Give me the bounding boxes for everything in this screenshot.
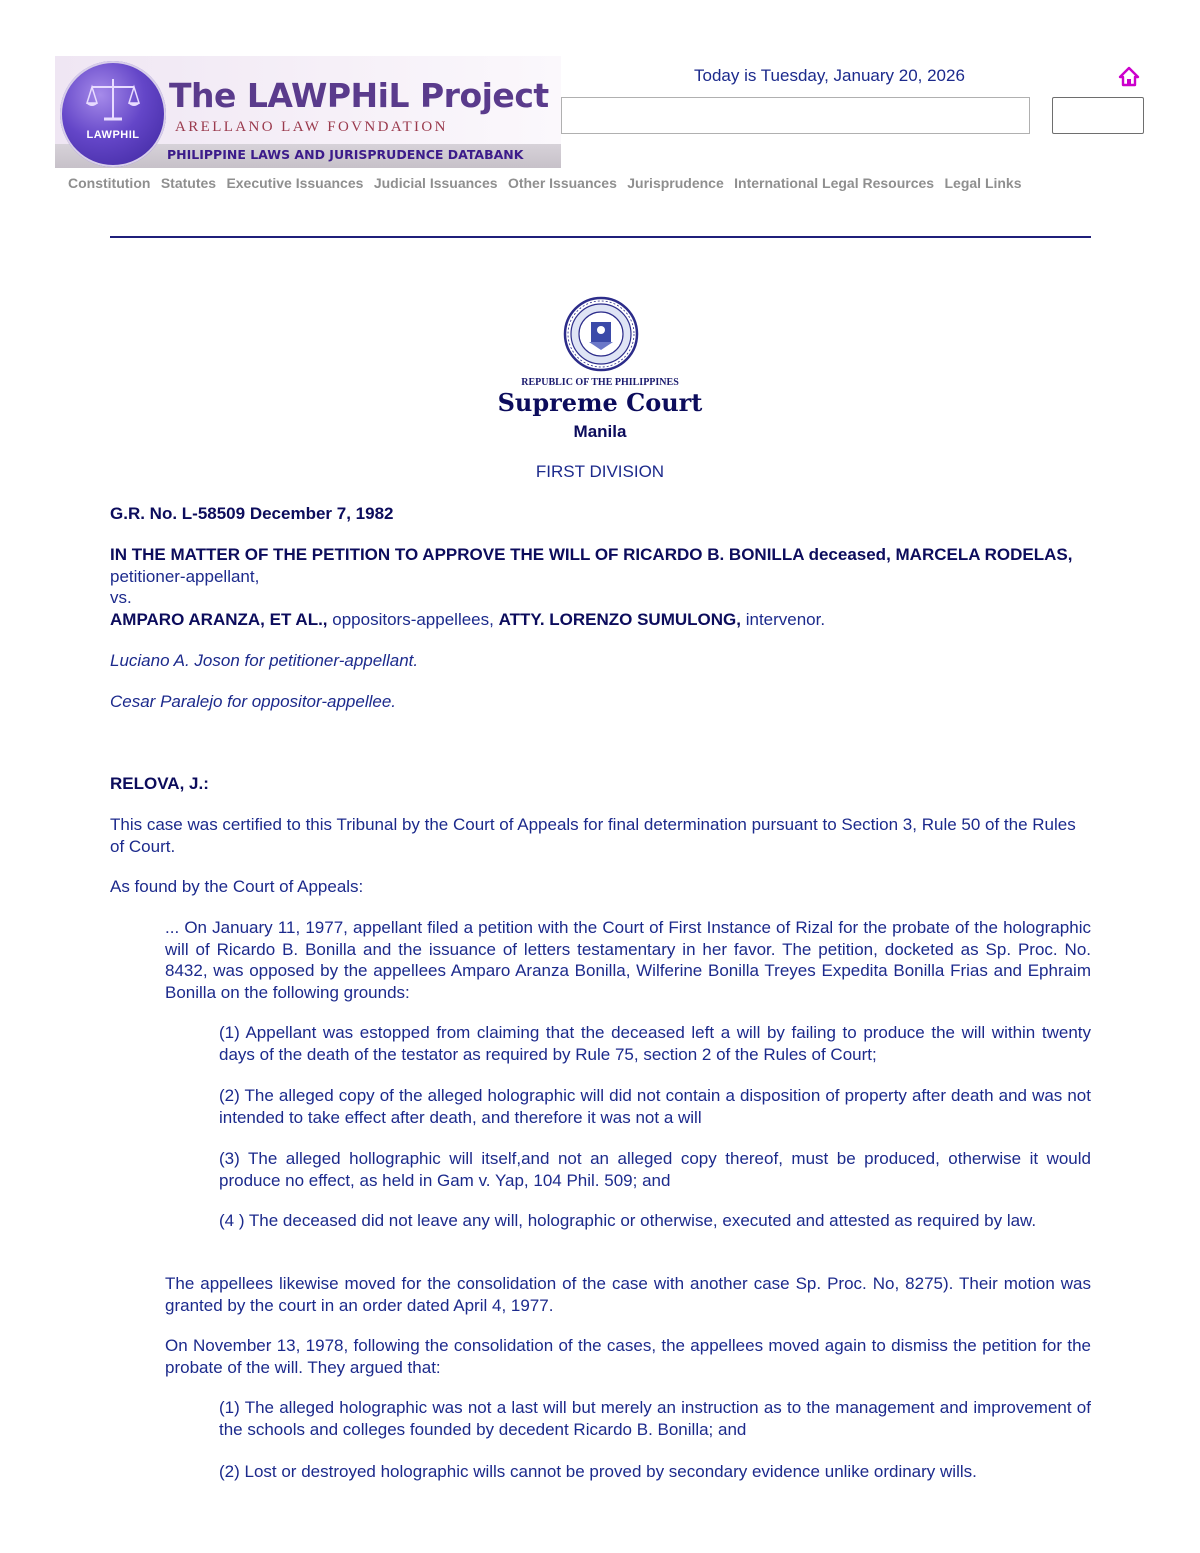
nav-executive-issuances[interactable]: Executive Issuances	[226, 175, 364, 191]
supreme-court-seal-icon	[563, 296, 639, 372]
header-divider	[110, 236, 1091, 238]
decision-paragraph: This case was certified to this Tribunal by the Court of Appeals for final determination pursuant to Section 3, Rule 50 of the Rules of Court.	[110, 815, 1076, 856]
nav-jurisprudence[interactable]: Jurisprudence	[627, 175, 724, 191]
scales-icon	[84, 75, 142, 127]
ground-item: (4 ) The deceased did not leave any will, holographic or otherwise, executed and attested as required by law.	[219, 1211, 1037, 1230]
petitioner-name: IN THE MATTER OF THE PETITION TO APPROVE THE WILL OF RICARDO B. BONILLA deceased, MARCELA RODELAS,	[110, 545, 1073, 564]
main-nav	[68, 175, 1032, 191]
logo-seal-text: LAWPHIL	[86, 129, 140, 141]
ground-item: (2) The alleged copy of the alleged holographic will did not contain a disposition of property after death and was not intended to take effect after death, and therefore it was not a will	[219, 1086, 1091, 1127]
intervenor-name: ATTY. LORENZO SUMULONG,	[498, 609, 741, 629]
petitioner-role: petitioner-appellant,	[110, 566, 260, 586]
argument-item: (1) The alleged holographic was not a last will but merely an instruction as to the management and improvement of the schools and colleges founded by decedent Ricardo B. Bonilla; and	[219, 1398, 1091, 1439]
ground-item: (1) Appellant was estopped from claiming that the deceased left a will by failing to produce the will within twenty days of the death of the testator as required by Rule 75, section 2 of the Rules of Court;	[219, 1023, 1091, 1064]
quoted-paragraph: On November 13, 1978, following the consolidation of the cases, the appellees moved again to dismiss the petition for the probate of the will. They argued that:	[165, 1336, 1091, 1377]
logo-title: The LAWPHiL Project	[169, 76, 549, 115]
nav-judicial-issuances[interactable]: Judicial Issuances	[373, 175, 498, 191]
today-date: Today is Tuesday, January 20, 2026	[694, 66, 965, 85]
case-number: G.R. No. L-58509 December 7, 1982	[110, 504, 394, 523]
lawphil-logo[interactable]	[55, 56, 561, 170]
nav-statutes[interactable]: Statutes	[160, 175, 217, 191]
case-caption	[110, 544, 1095, 630]
logo-subtitle: ARELLANO LAW FOVNDATION	[175, 119, 448, 135]
intervenor-role: intervenor.	[740, 609, 826, 629]
search-button[interactable]	[1052, 97, 1144, 134]
nav-legal-links[interactable]: Legal Links	[944, 175, 1022, 191]
counsel-oppositor: Cesar Paralejo for oppositor-appellee.	[110, 692, 397, 711]
ground-item: (3) The alleged hollographic will itself,and not an alleged copy thereof, must be produced, otherwise it would produce no effect, as held in Gam v. Yap, 104 Phil. 509; and	[219, 1149, 1091, 1190]
search-input[interactable]	[561, 97, 1030, 134]
home-icon[interactable]	[1118, 66, 1140, 88]
nav-other-issuances[interactable]: Other Issuances	[507, 175, 617, 191]
arellano-seal-logo	[60, 61, 166, 167]
decision-paragraph: As found by the Court of Appeals:	[110, 877, 364, 896]
counsel-petitioner: Luciano A. Joson for petitioner-appellant.	[110, 651, 419, 670]
argument-item: (2) Lost or destroyed holographic wills cannot be proved by secondary evidence unlike ordinary wills.	[219, 1462, 977, 1481]
oppositor-role: oppositors-appellees,	[327, 609, 499, 629]
division-label: FIRST DIVISION	[535, 462, 665, 481]
oppositor-name: AMPARO ARANZA, ET AL.,	[110, 609, 328, 629]
nav-constitution[interactable]: Constitution	[68, 175, 151, 191]
ponente: RELOVA, J.:	[110, 774, 209, 793]
republic-label: REPUBLIC OF THE PHILIPPINES	[521, 377, 679, 388]
nav-international-legal-resources[interactable]: International Legal Resources	[734, 175, 935, 191]
court-name: Supreme Court	[497, 388, 703, 417]
court-city: Manila	[573, 422, 627, 441]
versus-label: vs.	[110, 588, 132, 607]
logo-databank-label: PHILIPPINE LAWS AND JURISPRUDENCE DATABANK	[167, 147, 524, 162]
quoted-paragraph: The appellees likewise moved for the consolidation of the case with another case Sp. Proc. No, 8275). Their motion was granted by the court in an order dated April 4, 1977.	[165, 1274, 1091, 1315]
quoted-paragraph: ... On January 11, 1977, appellant filed a petition with the Court of First Instance of Rizal for the probate of the holographic will of Ricardo B. Bonilla and the issuance of letters testamentary in her favor. The petition, docketed as Sp. Proc. No. 8432, was opposed by the appellees Amparo Aranza Bonilla, Wilferine Bonilla Treyes Expedita Bonilla Frias and Ephraim Bonilla on the following grounds:	[165, 918, 1091, 1002]
